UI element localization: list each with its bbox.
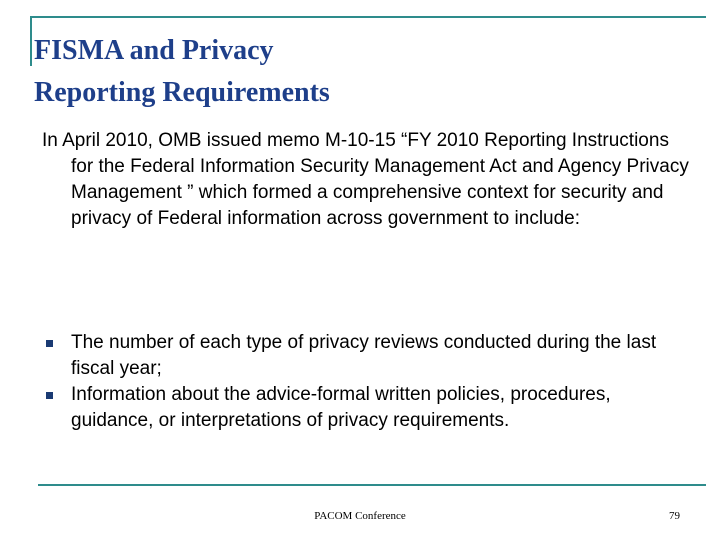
title-left-rule xyxy=(30,16,32,66)
title-top-rule xyxy=(30,16,706,18)
bullet-item xyxy=(42,382,662,434)
bullet-item xyxy=(42,330,662,382)
bullet-text: Information about the advice-formal written policies, procedures, guidance, or interpretations of privacy requirements. xyxy=(71,384,611,431)
slide-title-line-1: FISMA and Privacy xyxy=(34,35,274,66)
page-number: 79 xyxy=(669,510,680,522)
slide-title xyxy=(34,30,704,114)
footer-text: PACOM Conference xyxy=(314,510,406,522)
intro-paragraph: In April 2010, OMB issued memo M-10-15 “FY 2010 Reporting Instructions for the Federal Information Security Management Act and Agency Privacy Management ” which formed a comprehensive context for security and privacy of Federal information across government to include: xyxy=(42,130,689,229)
bullet-list xyxy=(42,330,662,434)
footer-rule xyxy=(38,484,706,486)
bullet-text: The number of each type of privacy reviews conducted during the last fiscal year; xyxy=(71,332,657,379)
square-bullet-icon xyxy=(46,340,53,347)
slide-title-line-2: Reporting Requirements xyxy=(34,77,330,108)
square-bullet-icon xyxy=(46,392,53,399)
